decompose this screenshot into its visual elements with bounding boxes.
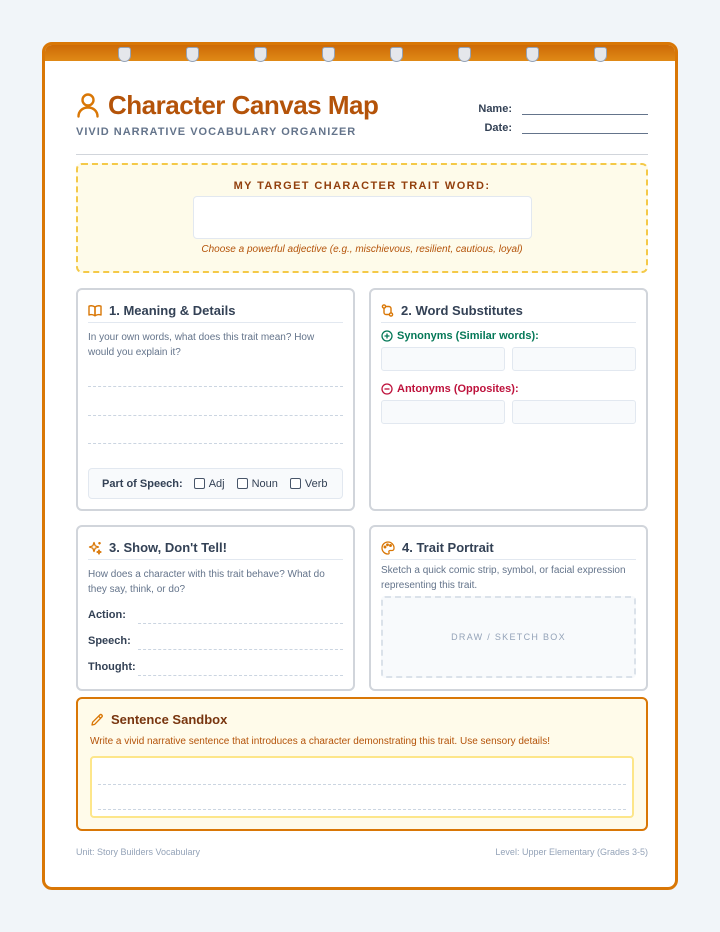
swap-icon (381, 304, 394, 317)
sentence-writing-area[interactable] (90, 756, 634, 818)
name-label: Name: (478, 102, 512, 115)
meaning-prompt: In your own words, what does this trait mean? How would you explain it? (88, 332, 315, 358)
substitutes-card (369, 288, 648, 511)
action-label: Action: (88, 609, 126, 621)
name-field[interactable] (522, 103, 648, 115)
noun-checkbox[interactable] (237, 478, 248, 489)
substitutes-card-title: 2. Word Substitutes (401, 303, 523, 318)
writing-line[interactable] (98, 809, 626, 810)
substitutes-card-header (381, 299, 636, 323)
show-card-header (88, 536, 343, 560)
adj-checkbox[interactable] (194, 478, 205, 489)
sandbox-title: Sentence Sandbox (111, 712, 228, 727)
sparkles-icon (88, 541, 102, 555)
verb-option-label: Verb (304, 477, 328, 490)
show-prompt: How does a character with this trait behave? What do they say, think, or do? (88, 569, 325, 595)
binder-ring (526, 47, 539, 62)
portrait-card-header (381, 536, 636, 560)
action-line[interactable] (138, 623, 343, 624)
pencil-icon (90, 713, 104, 727)
verb-checkbox[interactable] (290, 478, 301, 489)
portrait-prompt: Sketch a quick comic strip, symbol, or facial expression representing this trait. (381, 565, 626, 591)
meaning-card-title: 1. Meaning & Details (109, 303, 236, 318)
speech-line[interactable] (138, 649, 343, 650)
student-info (478, 99, 648, 137)
part-of-speech-box (88, 468, 343, 499)
thought-line[interactable] (138, 675, 343, 676)
speech-label: Speech: (88, 635, 131, 647)
binder-ring (458, 47, 471, 62)
binder-ring (390, 47, 403, 62)
target-trait-hint: Choose a powerful adjective (e.g., mischievous, resilient, cautious, loyal) (201, 244, 523, 255)
binder-ring (254, 47, 267, 62)
binder-ring (118, 47, 131, 62)
part-of-speech-label: Part of Speech: (102, 477, 183, 490)
user-icon (76, 92, 100, 118)
target-trait-panel (76, 163, 648, 273)
page-footer (76, 847, 648, 857)
writing-line[interactable] (88, 443, 343, 444)
worksheet (42, 42, 678, 890)
page-header (76, 89, 648, 155)
sentence-sandbox (76, 697, 648, 831)
noun-option-label: Noun (251, 477, 278, 490)
writing-line[interactable] (88, 386, 343, 387)
binder-ring (186, 47, 199, 62)
thought-label: Thought: (88, 661, 136, 673)
writing-line[interactable] (88, 415, 343, 416)
target-trait-label: MY TARGET CHARACTER TRAIT WORD: (233, 180, 491, 192)
footer-unit: Unit: Story Builders Vocabulary (76, 847, 201, 857)
antonyms-label: Antonyms (Opposites): (397, 383, 519, 395)
trait-portrait-card (369, 525, 648, 691)
synonyms-label: Synonyms (Similar words): (397, 330, 539, 342)
plus-circle-icon (381, 330, 393, 342)
antonym-input[interactable] (512, 400, 636, 424)
page-title: Character Canvas Map (108, 90, 379, 120)
writing-line[interactable] (98, 784, 626, 785)
sandbox-header (90, 712, 227, 727)
meaning-card (76, 288, 355, 511)
target-trait-input[interactable] (193, 196, 532, 239)
palette-icon (381, 541, 395, 555)
show-card-title: 3. Show, Don't Tell! (109, 540, 227, 555)
antonyms-heading (381, 383, 519, 395)
sketch-box-label: DRAW / SKETCH BOX (451, 632, 566, 642)
binder-ring (322, 47, 335, 62)
sketch-box[interactable] (381, 596, 636, 678)
book-open-icon (88, 304, 102, 317)
adj-option-label: Adj (208, 477, 225, 490)
page-subtitle: VIVID NARRATIVE VOCABULARY ORGANIZER (76, 126, 357, 138)
sandbox-prompt: Write a vivid narrative sentence that introduces a character demonstrating this trait. Use sensory details! (90, 736, 551, 747)
date-field[interactable] (522, 122, 648, 134)
portrait-card-title: 4. Trait Portrait (402, 540, 494, 555)
show-dont-tell-card (76, 525, 355, 691)
synonyms-heading (381, 330, 539, 342)
footer-level: Level: Upper Elementary (Grades 3-5) (495, 847, 648, 857)
meaning-card-header (88, 299, 343, 323)
synonym-input[interactable] (512, 347, 636, 371)
antonym-input[interactable] (381, 400, 505, 424)
binder-ring (594, 47, 607, 62)
date-label: Date: (484, 121, 512, 134)
synonym-input[interactable] (381, 347, 505, 371)
binder-strip (45, 45, 675, 61)
header-divider (76, 154, 648, 155)
minus-circle-icon (381, 383, 393, 395)
